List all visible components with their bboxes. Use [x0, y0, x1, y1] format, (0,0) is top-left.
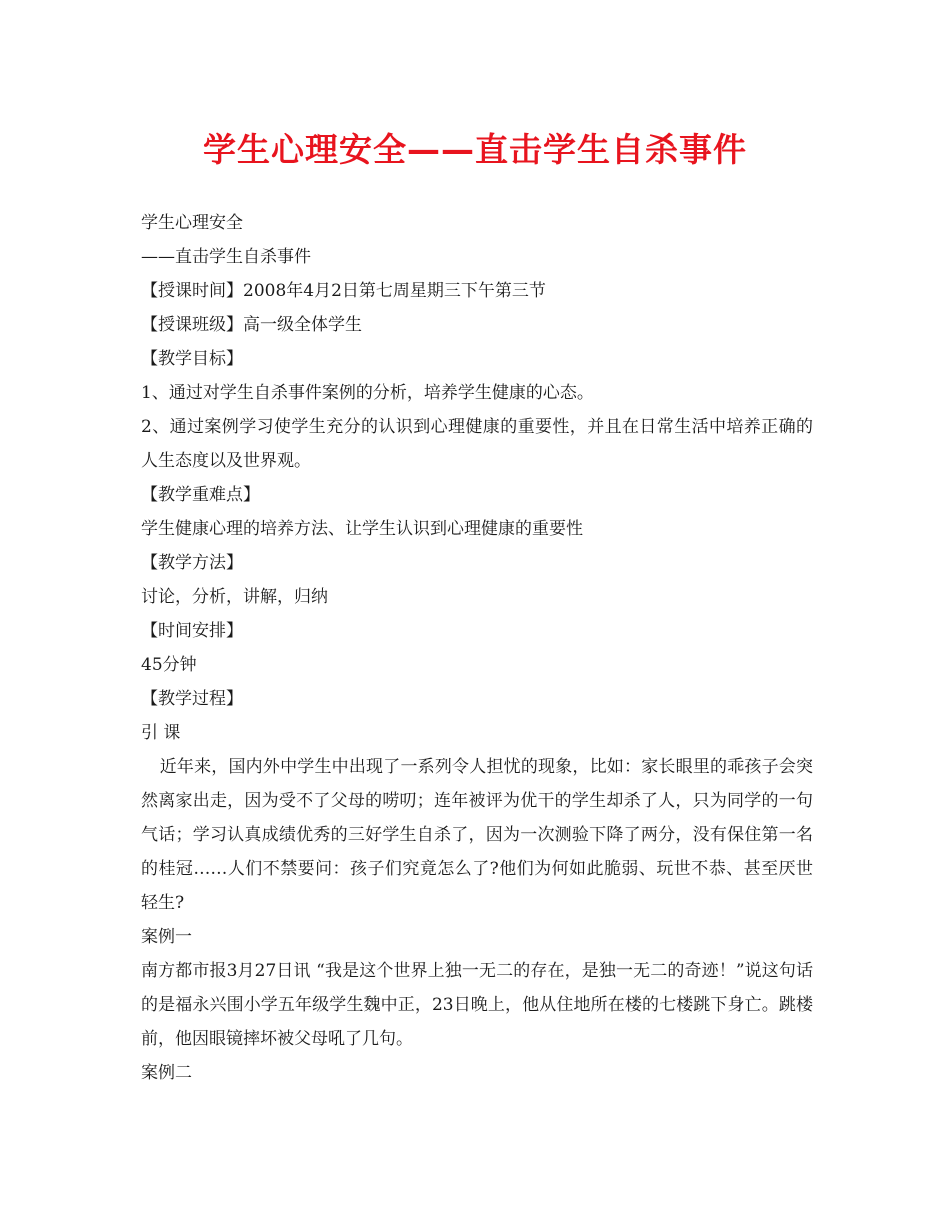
key-points-text: 学生健康心理的培养方法、让学生认识到心理健康的重要性	[141, 519, 583, 539]
objective-2: 2、通过案例学习使学生充分的认识到心理健康的重要性，并且在日常生活中培养正确的人生态度以及世界观。	[141, 417, 813, 471]
section-heading-methods: 【教学方法】	[141, 553, 243, 573]
objective-1: 1、通过对学生自杀事件案例的分析，培养学生健康的心态。	[141, 383, 594, 403]
document-body	[141, 206, 813, 1090]
intro-paragraph: 近年来，国内外中学生中出现了一系列令人担忧的现象，比如：家长眼里的乖孩子会突然离家出走，因为受不了父母的唠叨；连年被评为优干的学生却杀了人，只为同学的一句气话；学习认真成绩优秀的三好学生自杀了，因为一次测验下降了两分，没有保住第一名的桂冠……人们不禁要问：孩子们究竟怎么了?他们为何如此脆弱、玩世不恭、甚至厌世轻生?	[141, 757, 813, 913]
time-text: 45分钟	[141, 655, 197, 675]
case-1-heading: 案例一	[141, 927, 192, 947]
case-2-heading: 案例二	[141, 1063, 192, 1083]
section-heading-objectives: 【教学目标】	[141, 349, 243, 369]
subject-line: 学生心理安全	[141, 213, 243, 233]
section-heading-process: 【教学过程】	[141, 689, 243, 709]
intro-heading: 引 课	[141, 723, 181, 743]
subtitle-line: ——直击学生自杀事件	[141, 247, 311, 267]
section-heading-key-points: 【教学重难点】	[141, 485, 260, 505]
lesson-time: 【授课时间】2008年4月2日第七周星期三下午第三节	[141, 281, 546, 301]
section-heading-time: 【时间安排】	[141, 621, 243, 641]
lesson-class: 【授课班级】高一级全体学生	[141, 315, 362, 335]
case-1-paragraph: 南方都市报3月27日讯 “我是这个世界上独一无二的存在，是独一无二的奇迹！”说这句话的是福永兴围小学五年级学生魏中正，23日晚上，他从住地所在楼的七楼跳下身亡。跳楼前，他因眼镜摔坏被父母吼了几句。	[141, 961, 813, 1049]
document-title: 学生心理安全——直击学生自杀事件	[203, 130, 747, 169]
methods-text: 讨论，分析，讲解，归纳	[141, 587, 328, 607]
